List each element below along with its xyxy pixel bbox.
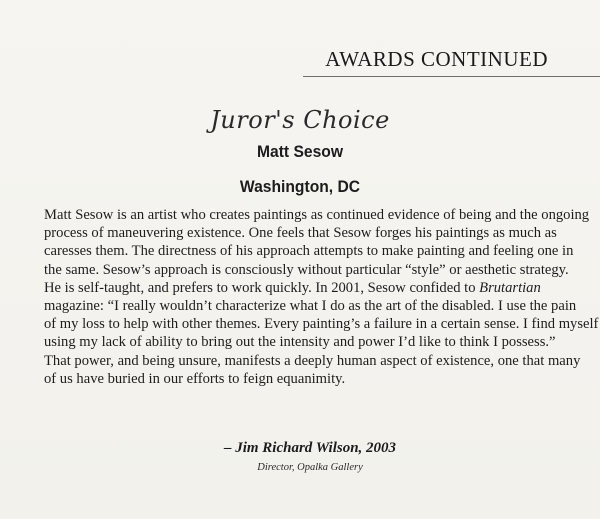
attribution-title: Director, Opalka Gallery (257, 462, 363, 473)
section-title-rule (303, 76, 600, 77)
statement-line: using my lack of ability to bring out the intensity and power I’d like to think I possess.” (44, 334, 556, 351)
artist-name: Matt Sesow (256, 142, 344, 161)
statement-line: the same. Sesow’s approach is consciously without particular “style” or aesthetic strategy. (44, 261, 569, 278)
award-name: Juror's Choice (210, 106, 390, 134)
statement-line: process of maneuvering existence. One feels that Sesow forges his paintings as much as (44, 225, 557, 242)
attribution-author: – Jim Richard Wilson, 2003 (223, 440, 397, 456)
statement-line: That power, and being unsure, manifests a deeply human aspect of existence, one that many (44, 352, 581, 369)
artist-location: Washington, DC (239, 177, 361, 196)
statement-line: caresses them. The directness of his approach attempts to make painting and feeling one in (44, 243, 574, 260)
statement-line: Matt Sesow is an artist who creates paintings as continued evidence of being and the ongoing (44, 207, 590, 223)
statement-line: magazine: “I really wouldn’t characterize what I do as the art of the disabled. I use the pain (44, 298, 577, 315)
section-title: AWARDS CONTINUED (325, 47, 548, 71)
magazine-title: Brutartian (479, 279, 541, 296)
statement-line: of us have buried in our efforts to feign equanimity. (44, 370, 346, 387)
statement-line: of my loss to help with other themes. Every painting’s a failure in a certain sense. I find myself (44, 316, 599, 333)
statement-line: He is self-taught, and prefers to work quickly. In 2001, Sesow confided to Brutartian (44, 279, 541, 296)
juror-statement (44, 206, 599, 388)
